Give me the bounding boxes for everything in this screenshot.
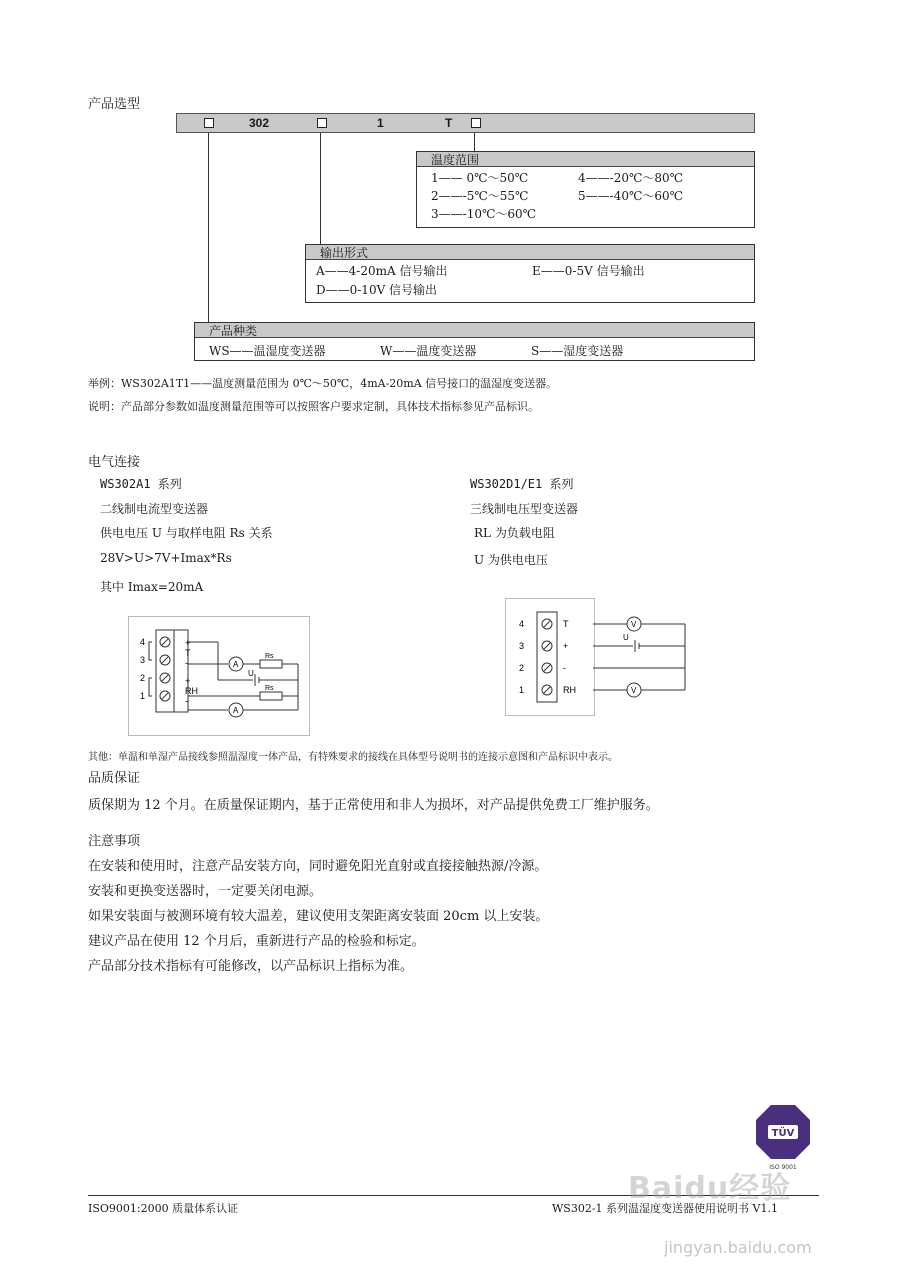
- terminal-mark: T: [185, 648, 191, 658]
- category-box: [194, 322, 755, 361]
- placeholder-square: [471, 118, 481, 128]
- supply-label: U: [623, 633, 629, 642]
- quality-heading: 品质保证: [88, 771, 141, 786]
- category-title: 产品种类: [209, 324, 258, 338]
- terminal-mark: -: [185, 658, 188, 668]
- model-letter: T: [445, 116, 453, 130]
- ammeter-label: A: [233, 660, 239, 669]
- pin-label: 3: [519, 641, 525, 651]
- category-item: W——温度变送器: [380, 344, 477, 358]
- left-line: 其中 Imax=20mA: [100, 580, 204, 594]
- terminal-mark: RH: [185, 686, 198, 696]
- output-item: E——0-5V 信号输出: [532, 264, 645, 278]
- model-code: 302: [249, 116, 270, 130]
- right-line: 三线制电压型变送器: [470, 502, 579, 516]
- watermark-url: jingyan.baidu.com: [664, 1238, 812, 1257]
- other-note: 其他：单温和单湿产品接线参照温湿度一体产品，有特殊要求的接线在具体型号说明书的连接示意图和产品标识中表示。: [88, 752, 618, 763]
- right-line: RL 为负载电阻: [474, 526, 555, 540]
- voltmeter-label: V: [631, 686, 637, 695]
- category-item: S——湿度变送器: [531, 344, 624, 358]
- model-code-bar: [176, 113, 755, 133]
- pin-label: 4: [140, 637, 146, 647]
- placeholder-square: [204, 118, 214, 128]
- terminal-mark: +: [185, 676, 191, 686]
- output-title: 输出形式: [320, 246, 369, 260]
- output-box: [305, 244, 755, 303]
- pin-label: 2: [519, 663, 525, 673]
- pin-label: 1: [519, 685, 525, 695]
- model-num: 1: [377, 116, 384, 130]
- temp-range-item: 3——-10℃～60℃: [431, 207, 537, 221]
- pin-label: 1: [140, 691, 146, 701]
- temp-range-title: 温度范围: [431, 153, 480, 167]
- footer-left: ISO9001:2000 质量体系认证: [88, 1202, 239, 1215]
- temp-range-item: 4——-20℃～80℃: [578, 171, 684, 185]
- category-item: WS——温湿度变送器: [209, 344, 326, 358]
- temp-range-item: 5——-40℃～60℃: [578, 189, 684, 203]
- right-series-title: WS302D1/E1 系列: [470, 477, 574, 491]
- output-item: D——0-10V 信号输出: [316, 283, 438, 297]
- placeholder-square: [317, 118, 327, 128]
- temp-range-box: [416, 151, 755, 228]
- watermark-logo: Baidu经验: [628, 1171, 792, 1206]
- right-wiring-diagram: [505, 598, 695, 716]
- selection-heading: 产品选型: [88, 97, 141, 112]
- terminal-mark: -: [185, 696, 188, 706]
- pin-label: 3: [140, 655, 146, 665]
- pin-label: 4: [519, 619, 525, 629]
- connector-line: [208, 133, 209, 322]
- left-wiring-diagram: [128, 616, 310, 736]
- electrical-heading: 电气连接: [88, 455, 141, 470]
- badge-brand: TÜV: [771, 1128, 795, 1139]
- notes-item: 安装和更换变送器时，一定要关闭电源。: [88, 884, 323, 899]
- terminal-mark: T: [563, 619, 569, 629]
- left-line: 28V>U>7V+Imax*Rs: [100, 551, 232, 565]
- terminal-mark: +: [563, 641, 569, 651]
- terminal-mark: RH: [563, 685, 576, 695]
- footer-right: WS302-1 系列温湿度变送器使用说明书 V1.1: [552, 1202, 778, 1215]
- ammeter-label: A: [233, 706, 239, 715]
- left-line: 二线制电流型变送器: [100, 502, 209, 516]
- temp-range-item: 1—— 0℃～50℃: [431, 171, 529, 185]
- example-text: 举例：WS302A1T1——温度测量范围为 0℃～50℃，4mA-20mA 信号接口的温湿度变送器。: [88, 377, 558, 390]
- supply-label: U: [248, 669, 254, 678]
- connector-line: [474, 133, 475, 151]
- note-text: 说明：产品部分参数如温度测量范围等可以按照客户要求定制，具体技术指标参见产品标识。: [88, 400, 539, 413]
- connector-line: [320, 133, 321, 244]
- notes-item: 产品部分技术指标有可能修改，以产品标识上指标为准。: [88, 959, 414, 974]
- badge-caption: ISO 9001: [769, 1164, 797, 1171]
- notes-item: 建议产品在使用 12 个月后，重新进行产品的检验和标定。: [88, 934, 425, 949]
- right-line: U 为供电电压: [474, 553, 548, 567]
- terminal-mark: +: [185, 638, 191, 648]
- quality-text: 质保期为 12 个月。在质量保证期内，基于正常使用和非人为损坏，对产品提供免费工厂维护服务。: [88, 798, 659, 813]
- notes-heading: 注意事项: [88, 834, 141, 849]
- terminal-mark: -: [563, 663, 566, 673]
- resistor-label: Rs: [265, 653, 274, 660]
- voltmeter-label: V: [631, 620, 637, 629]
- pin-label: 2: [140, 673, 146, 683]
- resistor-label: Rs: [265, 685, 274, 692]
- notes-item: 在安装和使用时，注意产品安装方向，同时避免阳光直射或直接接触热源/冷源。: [88, 859, 548, 874]
- left-series-title: WS302A1 系列: [100, 477, 182, 491]
- output-item: A——4-20mA 信号输出: [316, 264, 448, 278]
- temp-range-item: 2——-5℃～55℃: [431, 189, 529, 203]
- notes-item: 如果安装面与被测环境有较大温差，建议使用支架距离安装面 20cm 以上安装。: [88, 909, 549, 924]
- left-line: 供电电压 U 与取样电阻 Rs 关系: [100, 526, 273, 540]
